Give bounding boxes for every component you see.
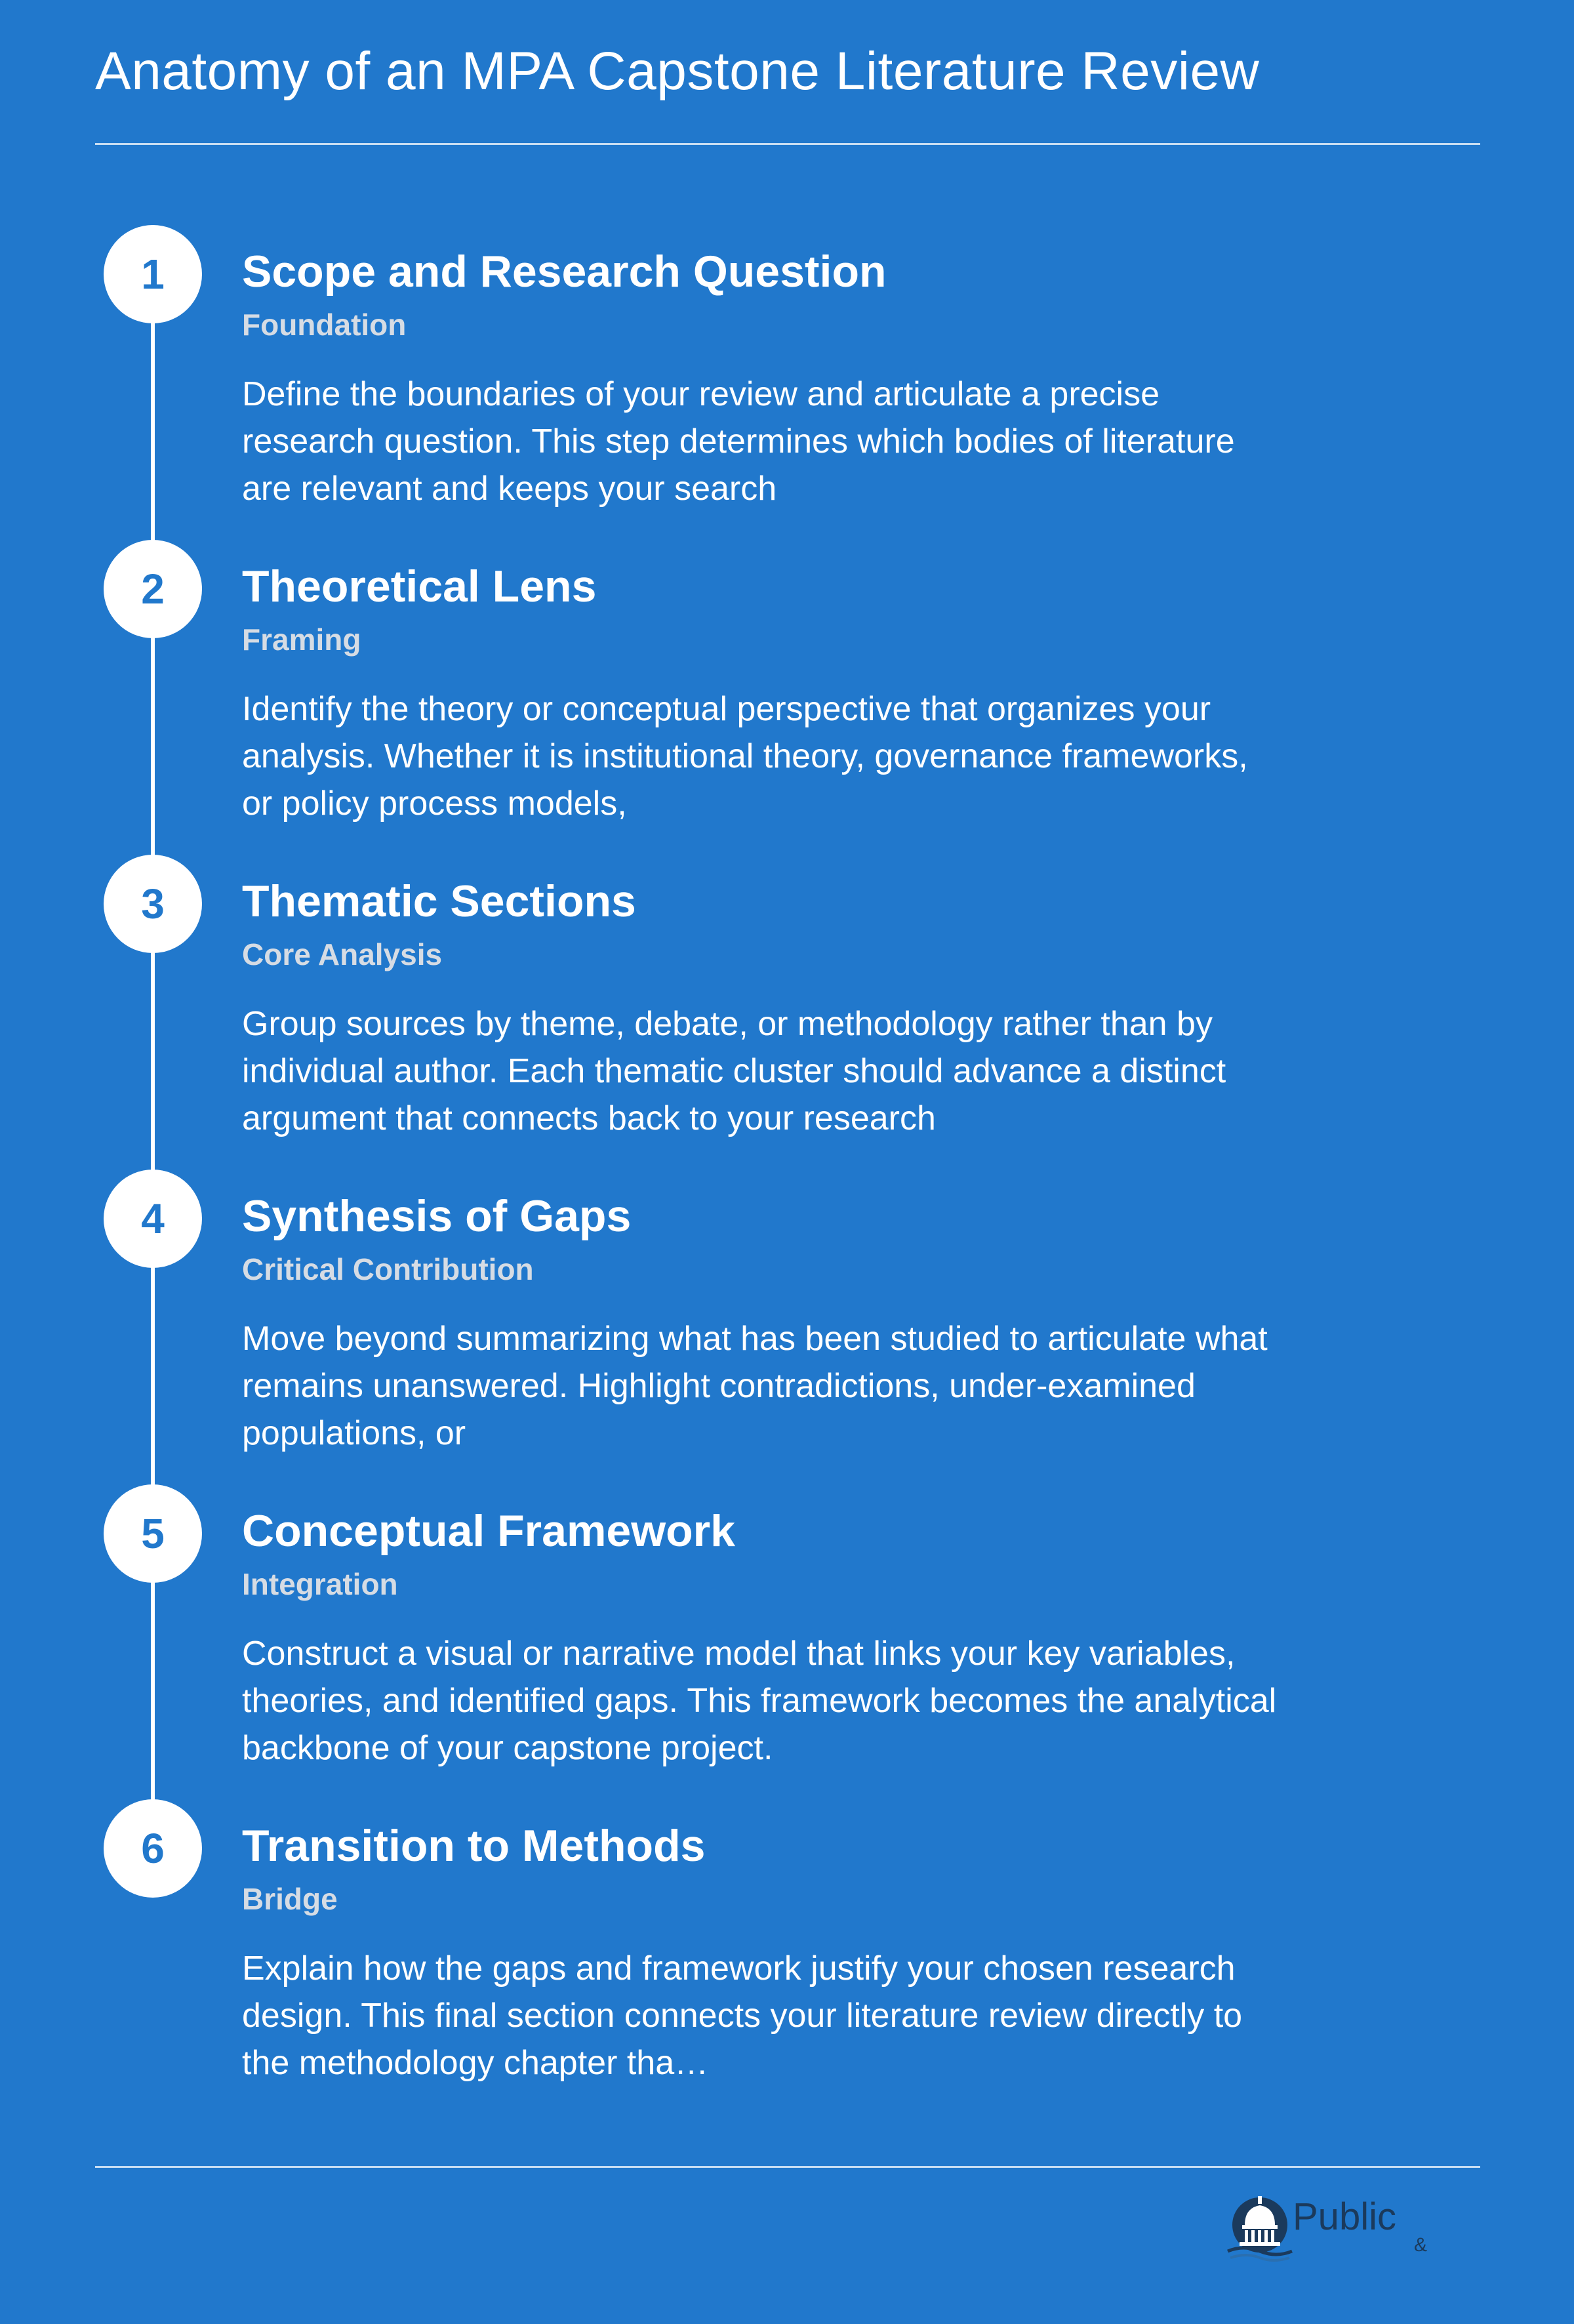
step-subtitle: Bridge [242, 1882, 338, 1916]
step-title: Transition to Methods [242, 1821, 706, 1871]
step-subtitle: Foundation [242, 308, 407, 342]
logo-ampersand: & [1414, 2234, 1428, 2256]
step-title: Theoretical Lens [242, 561, 597, 611]
step-description: Identify the theory or conceptual perspective that organizes your analysis. Whether it is institutional theory, governance frameworks, or policy process models, [242, 690, 1248, 823]
step-number-badge: 6 [104, 1799, 202, 1898]
step-description: Define the boundaries of your review and articulate a precise research question. This step determines which bodies of literature are relevant and keeps your search [242, 375, 1235, 508]
step-subtitle: Integration [242, 1567, 398, 1601]
step-description: Group sources by theme, debate, or methodology rather than by individual author. Each thematic cluster should advance a distinct argument that connects back to your research [242, 1005, 1226, 1137]
step-item [0, 1484, 1574, 1773]
step-title: Conceptual Framework [242, 1506, 735, 1556]
bottom-divider [95, 2166, 1480, 2168]
step-title: Thematic Sections [242, 876, 636, 926]
step-number-badge: 3 [104, 855, 202, 953]
step-subtitle: Critical Contribution [242, 1252, 534, 1286]
logo-wordmark: Public [1293, 2195, 1396, 2238]
step-number-badge: 2 [104, 540, 202, 638]
step-title: Scope and Research Question [242, 247, 887, 296]
step-number-badge: 1 [104, 225, 202, 323]
step-item [0, 855, 1574, 1143]
step-item [0, 1799, 1574, 2088]
step-subtitle: Framing [242, 622, 361, 657]
step-title: Synthesis of Gaps [242, 1191, 632, 1241]
step-item [0, 540, 1574, 828]
page-title: Anatomy of an MPA Capstone Literature Review [95, 41, 1260, 101]
step-item [0, 225, 1574, 514]
step-subtitle: Core Analysis [242, 937, 443, 971]
footer-logo [1224, 2191, 1499, 2270]
step-description: Move beyond summarizing what has been studied to articulate what remains unanswered. Highlight contradictions, under-examined populations, or [242, 1320, 1268, 1452]
step-number-badge: 4 [104, 1170, 202, 1268]
step-description: Construct a visual or narrative model that links your key variables, theories, and identified gaps. This framework becomes the analytical backbone of your capstone project. [242, 1635, 1277, 1767]
step-number-badge: 5 [104, 1484, 202, 1583]
step-item [0, 1170, 1574, 1458]
capitol-dome-icon [1224, 2191, 1296, 2263]
step-description: Explain how the gaps and framework justify your chosen research design. This final section connects your literature review directly to the methodology chapter tha… [242, 1949, 1243, 2082]
